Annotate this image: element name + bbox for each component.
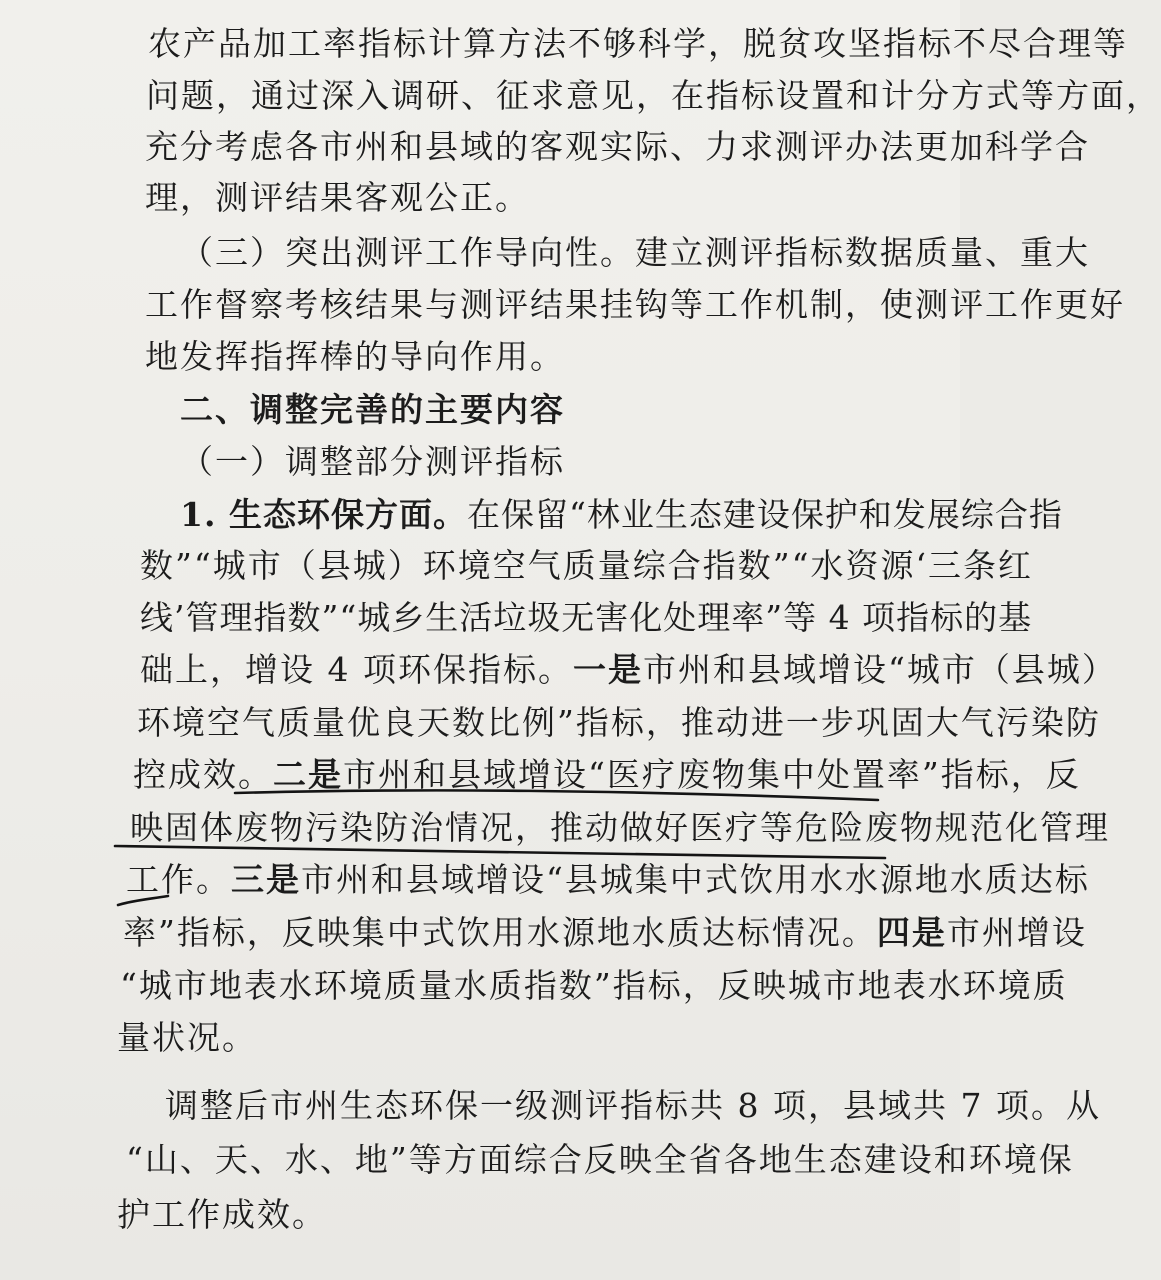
- text-line: “城市地表水环境质量水质指数”指标，反映城市地表水环境质: [120, 966, 1068, 1005]
- text-line: 环境空气质量优良天数比例”指标，推动进一步巩固大气污染防: [137, 703, 1101, 742]
- section-three-heading: （三）突出测评工作导向性。建立测评指标数据质量、重大: [180, 233, 1090, 272]
- subsection-heading: （一）调整部分测评指标: [180, 442, 565, 481]
- point-one-label: 一是: [572, 650, 643, 689]
- text-line: 护工作成效。: [117, 1195, 327, 1234]
- main-section-heading: 二、调整完善的主要内容: [180, 390, 565, 429]
- text-line: 映固体废物污染防治情况，推动做好医疗等危险废物规范化管理: [130, 808, 1110, 847]
- text-line: 1. 生态环保方面。在保留“林业生态建设保护和发展综合指: [180, 495, 1063, 534]
- text-line: 础上，增设 4 项环保指标。一是市州和县域增设“城市（县城）: [140, 650, 1117, 689]
- text-line: 调整后市州生态环保一级测评指标共 8 项，县域共 7 项。从: [165, 1086, 1101, 1125]
- text-line: 率”指标，反映集中式饮用水源地水质达标情况。四是市州增设: [123, 913, 1087, 952]
- point-two-label: 二是: [273, 755, 343, 794]
- text-line: “山、天、水、地”等方面综合反映全省各地生态建设和环境保: [126, 1140, 1074, 1179]
- text-line: 工作督察考核结果与测评结果挂钩等工作机制，使测评工作更好: [145, 285, 1125, 324]
- text-line: 线’管理指数”“城乡生活垃圾无害化处理率”等 4 项指标的基: [140, 598, 1033, 637]
- text-line: 理，测评结果客观公正。: [145, 178, 530, 217]
- point-three-label: 三是: [231, 860, 301, 899]
- text-line: 问题，通过深入调研、征求意见，在指标设置和计分方式等方面，: [146, 76, 1161, 115]
- item-heading: 1. 生态环保方面。: [180, 495, 467, 534]
- text-line: 工作。三是市州和县域增设“县城集中式饮用水水源地水质达标: [126, 860, 1090, 899]
- text-line: 数”“城市（县城）环境空气质量综合指数”“水资源‘三条红: [140, 546, 1033, 585]
- point-four-label: 四是: [876, 913, 947, 952]
- text-line: 农产品加工率指标计算方法不够科学，脱贫攻坚指标不尽合理等: [148, 24, 1128, 63]
- text-line: 量状况。: [117, 1018, 257, 1057]
- text-line: 充分考虑各市州和县域的客观实际、力求测评办法更加科学合: [145, 127, 1090, 166]
- text-line: 地发挥指挥棒的导向作用。: [145, 337, 565, 376]
- text-line: 控成效。二是市州和县域增设“医疗废物集中处置率”指标，反: [133, 755, 1081, 794]
